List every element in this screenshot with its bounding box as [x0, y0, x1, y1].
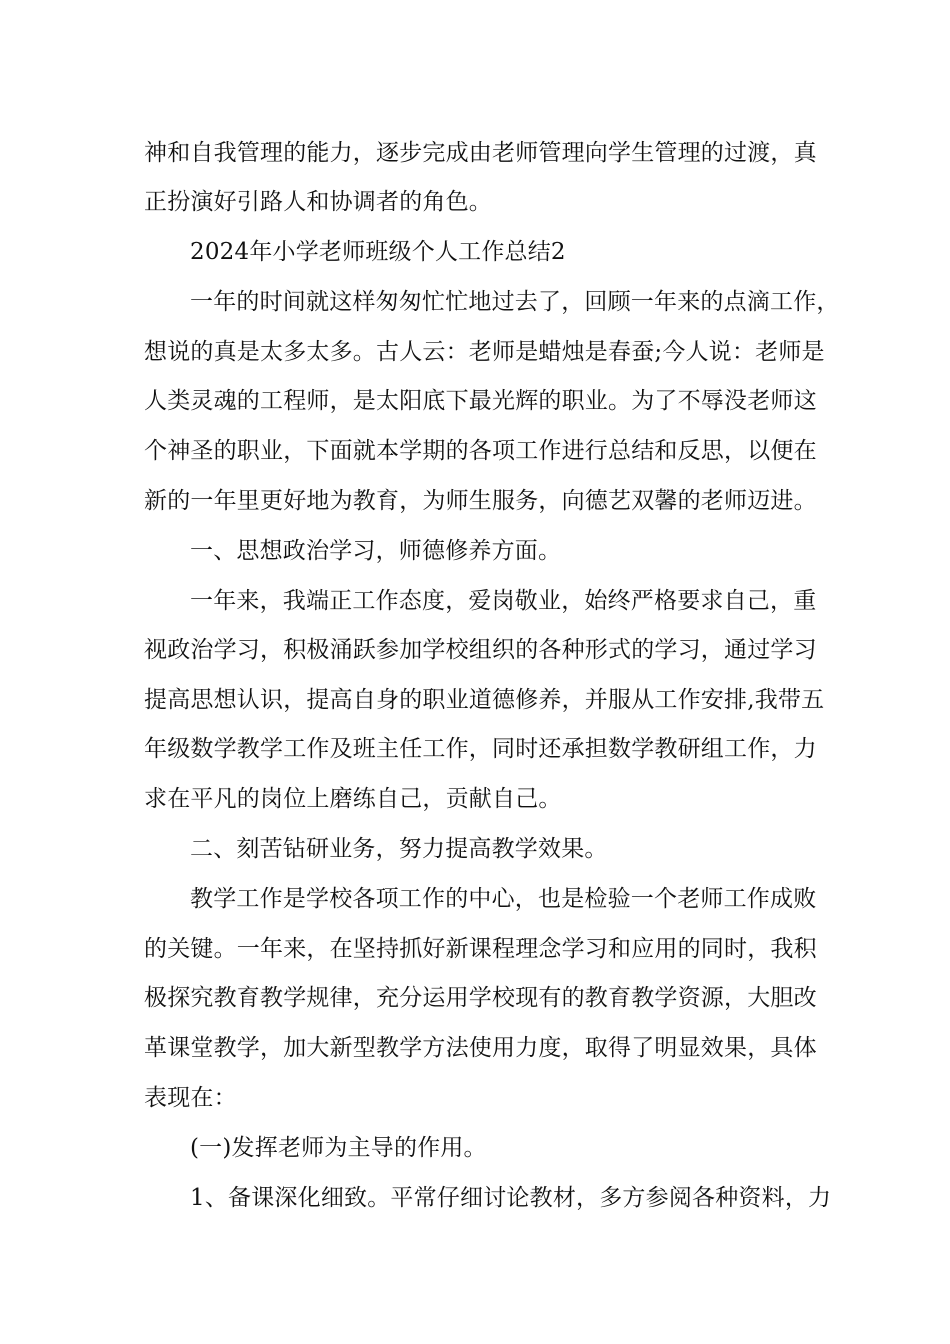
paragraph-line: 教学工作是学校各项工作的中心，也是检验一个老师工作成败 [190, 886, 817, 912]
section-title: 2024年小学老师班级个人工作总结2 [190, 239, 566, 265]
text-line: 个神圣的职业，下面就本学期的各项工作进行总结和反思，以便在 [144, 438, 817, 464]
text-line: 神和自我管理的能力，逐步完成由老师管理向学生管理的过渡，真 [144, 140, 817, 166]
heading-line: 二、刻苦钻研业务，努力提高教学效果。 [190, 836, 608, 862]
text-line: 革课堂教学，加大新型教学方法使用力度，取得了明显效果，具体 [144, 1035, 817, 1061]
text-line: 极探究教育教学规律，充分运用学校现有的教育教学资源，大胆改 [144, 985, 817, 1011]
text-line: 正扮演好引路人和协调者的角色。 [144, 189, 492, 215]
text-line: 视政治学习，积极涌跃参加学校组织的各种形式的学习，通过学习 [144, 637, 817, 663]
text-line: 的关键。一年来，在坚持抓好新课程理念学习和应用的同时，我积 [144, 936, 817, 962]
paragraph-line: 一年的时间就这样匆匆忙忙地过去了，回顾一年来的点滴工作， [190, 289, 840, 315]
text-line: 提高思想认识，提高自身的职业道德修养，并服从工作安排,我带五 [144, 687, 825, 713]
text-line: 人类灵魂的工程师，是太阳底下最光辉的职业。为了不辱没老师这 [144, 388, 817, 414]
heading-line: 一、思想政治学习，师德修养方面。 [190, 538, 562, 564]
text-line: 想说的真是太多太多。古人云：老师是蜡烛是春蚕;今人说：老师是 [144, 339, 825, 365]
paragraph-line: 一年来，我端正工作态度，爱岗敬业，始终严格要求自己，重 [190, 588, 817, 614]
text-line: 年级数学教学工作及班主任工作，同时还承担数学教研组工作，力 [144, 736, 817, 762]
subheading-line: (一)发挥老师为主导的作用。 [190, 1135, 487, 1161]
text-line: 求在平凡的岗位上磨练自己，贡献自己。 [144, 786, 562, 812]
paragraph-line: 1、备课深化细致。平常仔细讨论教材，多方参阅各种资料，力 [190, 1185, 832, 1211]
text-line: 表现在： [144, 1085, 237, 1111]
text-line: 新的一年里更好地为教育，为师生服务，向德艺双馨的老师迈进。 [144, 488, 817, 514]
